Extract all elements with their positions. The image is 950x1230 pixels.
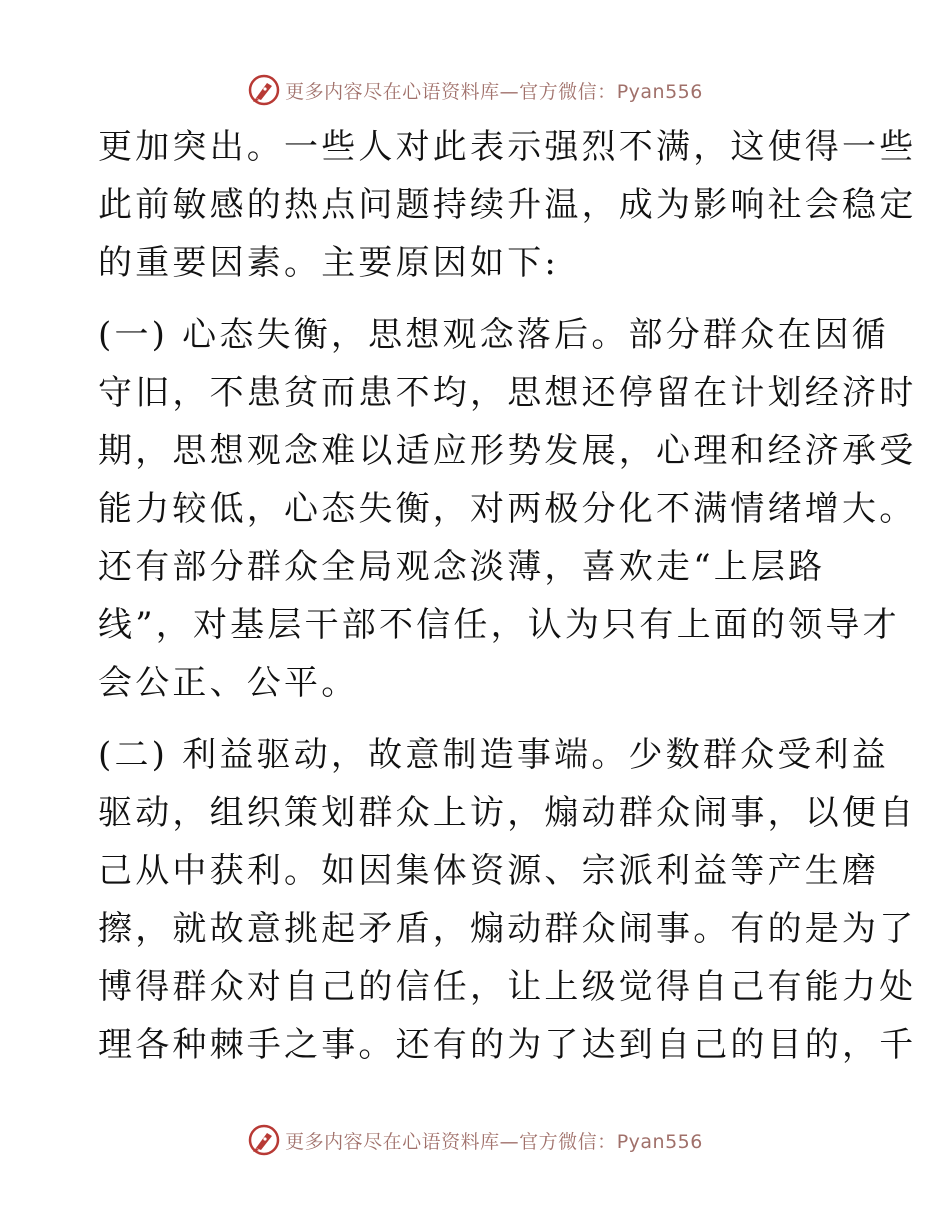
text-line: 更加突出。一些人对此表示强烈不满，这使得一些 [98,127,917,167]
watermark-contact-id: Pyan556 [616,80,703,103]
paragraph-1 [98,118,917,292]
text-line: 此前敏感的热点问题持续升温，成为影响社会稳定 [98,185,917,225]
watermark-text: 更多内容尽在心语资料库 [285,1130,500,1153]
paragraph-2 [98,306,917,712]
footer-watermark [0,1120,950,1160]
text-line: 博得群众对自己的信任，让上级觉得自己有能力处 [98,967,917,1007]
watermark-contact-label: 官方微信： [519,1130,617,1153]
watermark-contact-id: Pyan556 [616,1130,703,1153]
watermark-separator: — [499,1130,520,1153]
watermark-contact-label: 官方微信： [519,80,617,103]
watermark-text: 更多内容尽在心语资料库 [285,80,500,103]
watermark-separator: — [499,80,520,103]
text-line: 的重要因素。主要原因如下: [98,243,560,283]
paragraph-3 [98,726,917,1074]
text-line: (二) 利益驱动，故意制造事端。少数群众受利益 [98,735,889,775]
text-line: 期，思想观念难以适应形势发展，心理和经济承受 [98,431,917,471]
text-line: 线”，对基层干部不信任，认为只有上面的领导才 [98,605,900,645]
text-line: 能力较低，心态失衡，对两极分化不满情绪增大。 [98,489,917,529]
text-line: 还有部分群众全局观念淡薄，喜欢走“上层路 [98,547,826,587]
text-line: 擦，就故意挑起矛盾，煽动群众闹事。有的是为了 [98,909,917,949]
text-line: 守旧，不患贫而患不均，思想还停留在计划经济时 [98,373,917,413]
text-line: 己从中获利。如因集体资源、宗派利益等产生磨 [98,851,880,891]
text-line: 驱动，组织策划群众上访，煽动群众闹事，以便自 [98,793,917,833]
text-line: 会公正、公平。 [98,663,359,703]
header-watermark [0,70,950,110]
text-line: 理各种棘手之事。还有的为了达到自己的目的，千 [98,1025,917,1065]
body-text [98,118,917,1074]
pen-nib-circle-icon [247,73,281,107]
text-line: (一) 心态失衡，思想观念落后。部分群众在因循 [98,315,889,355]
pen-nib-circle-icon [247,1123,281,1157]
